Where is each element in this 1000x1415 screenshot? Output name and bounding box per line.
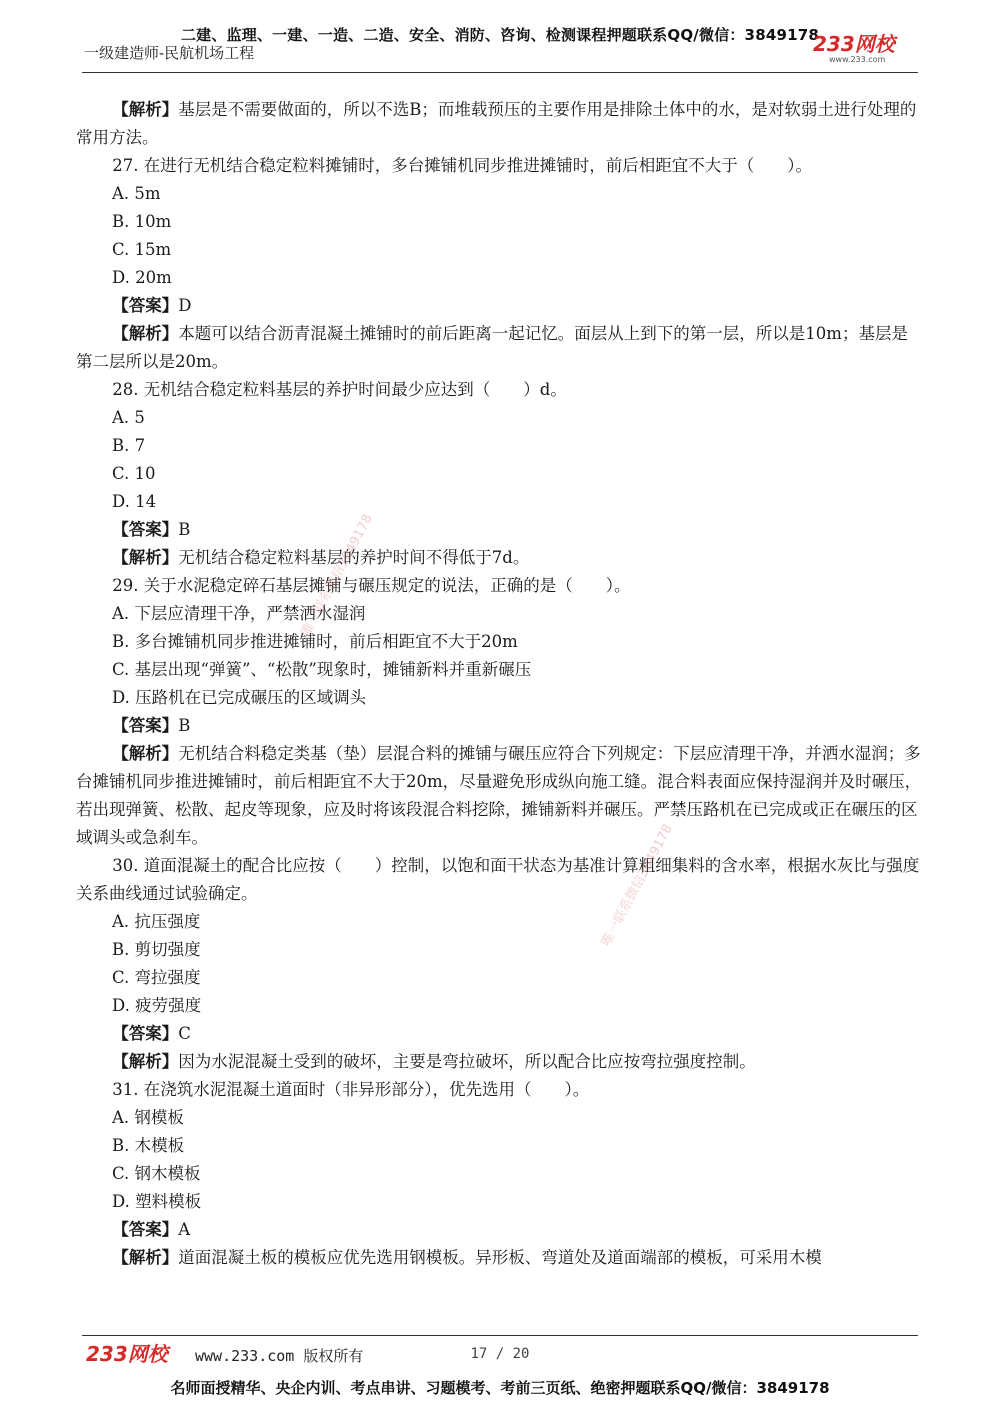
analysis-label: 【解析】: [112, 548, 179, 567]
document-subject: 一级建造师-民航机场工程: [84, 44, 255, 62]
logo-url: www.233.com: [829, 55, 886, 64]
option-b: B. 7: [112, 436, 146, 455]
footer-divider: [82, 1335, 918, 1336]
question-28-answer: 【答案】B: [112, 520, 191, 539]
brand-logo: [811, 30, 916, 64]
analysis-label: 【解析】: [112, 100, 179, 119]
option-b: B. 剪切强度: [112, 940, 201, 959]
option-a: A. 钢模板: [112, 1108, 184, 1127]
question-31-stem: 31. 在浇筑水泥混凝土道面时（非异形部分），优先选用（ ）。: [112, 1080, 590, 1099]
option-a: A. 5m: [112, 184, 161, 203]
option-d: D. 压路机在已完成碾压的区域调头: [112, 688, 367, 707]
option-d: D. 14: [112, 492, 157, 511]
question-30-answer: 【答案】C: [112, 1024, 191, 1043]
option-d: D. 塑料模板: [112, 1192, 202, 1211]
analysis-label: 【解析】: [112, 1052, 179, 1071]
option-c: C. 15m: [112, 240, 172, 259]
option-a: A. 抗压强度: [112, 912, 201, 931]
footer-copyright: www.233.com 版权所有: [195, 1347, 364, 1365]
question-30-stem: 30. 道面混凝土的配合比应按（ ）控制，以饱和面干状态为基准计算粗细集料的含水率，根据水灰比与强度关系曲线通过试验确定。: [76, 856, 920, 903]
logo-text: 233网校: [813, 32, 895, 56]
option-c: C. 10: [112, 464, 156, 483]
option-d: D. 20m: [112, 268, 172, 287]
option-b: B. 10m: [112, 212, 172, 231]
answer-label: 【答案】: [112, 716, 179, 735]
question-29-analysis: 【解析】无机结合料稳定类基（垫）层混合料的摊铺与碾压应符合下列规定：下层应清理干净，并洒水湿润；多台摊铺机同步推进摊铺时，前后相距宜不大于20m，尽量避免形成纵向施工缝。混合料表面应保持湿润并及时碾压，若出现弹簧、松散、起皮等现象，应及时将该段混合料挖除，摊铺新料并碾压。严禁压路机在已完成或正在碾压的区域调头或急刹车。: [76, 744, 922, 847]
intro-analysis: 【解析】基层是不需要做面的，所以不选B；而堆载预压的主要作用是排除土体中的水，是对软弱土进行处理的常用方法。: [76, 100, 917, 147]
question-27-answer: 【答案】D: [112, 296, 192, 315]
question-29-stem: 29. 关于水泥稳定碎石基层摊铺与碾压规定的说法，正确的是（ ）。: [112, 576, 631, 595]
question-29-answer: 【答案】B: [112, 716, 191, 735]
option-c: C. 基层出现“弹簧”、“松散”现象时，摊铺新料并重新碾压: [112, 660, 532, 679]
answer-label: 【答案】: [112, 1220, 179, 1239]
analysis-label: 【解析】: [112, 744, 179, 763]
question-27-analysis: 【解析】本题可以结合沥青混凝土摊铺时的前后距离一起记忆。面层从上到下的第一层，所以是10m；基层是第二层所以是20m。: [76, 324, 908, 371]
option-c: C. 钢木模板: [112, 1164, 201, 1183]
analysis-label: 【解析】: [112, 324, 179, 343]
question-28-stem: 28. 无机结合稳定粒料基层的养护时间最少应达到（ ）d。: [112, 380, 567, 399]
footer-banner: 名师面授精华、央企内训、考点串讲、习题模考、考前三页纸、绝密押题联系QQ/微信：3849178: [170, 1379, 830, 1397]
answer-label: 【答案】: [112, 520, 179, 539]
question-30-analysis: 【解析】因为水泥混凝土受到的破坏，主要是弯拉破坏，所以配合比应按弯拉强度控制。: [112, 1052, 756, 1071]
header-banner: 二建、监理、一建、一造、二造、安全、消防、咨询、检测课程押题联系QQ/微信：3849178: [180, 26, 820, 44]
answer-label: 【答案】: [112, 1024, 179, 1043]
option-b: B. 木模板: [112, 1136, 185, 1155]
watermark: 唯一联系微信3849178: [598, 821, 676, 949]
question-31-analysis: 【解析】道面混凝土板的模板应优先选用钢模板。异形板、弯道处及道面端部的模板，可采用木模: [112, 1248, 822, 1267]
question-28-analysis: 【解析】无机结合稳定粒料基层的养护时间不得低于7d。: [112, 548, 530, 567]
option-a: A. 5: [112, 408, 145, 427]
document-body: [76, 96, 924, 1272]
option-d: D. 疲劳强度: [112, 996, 202, 1015]
option-a: A. 下层应清理干净，严禁洒水湿润: [112, 604, 366, 623]
header-divider: [82, 72, 918, 73]
option-c: C. 弯拉强度: [112, 968, 201, 987]
footer-logo-text: 233网校: [86, 1342, 168, 1366]
watermark: 唯一联系微信3849178: [298, 511, 376, 639]
analysis-label: 【解析】: [112, 1248, 179, 1267]
option-b: B. 多台摊铺机同步推进摊铺时，前后相距宜不大于20m: [112, 632, 518, 651]
question-27-stem: 27. 在进行无机结合稳定粒料摊铺时，多台摊铺机同步推进摊铺时，前后相距宜不大于（ ）。: [112, 156, 813, 175]
question-31-answer: 【答案】A: [112, 1220, 191, 1239]
answer-label: 【答案】: [112, 296, 179, 315]
page-number: 17 / 20: [470, 1346, 530, 1362]
